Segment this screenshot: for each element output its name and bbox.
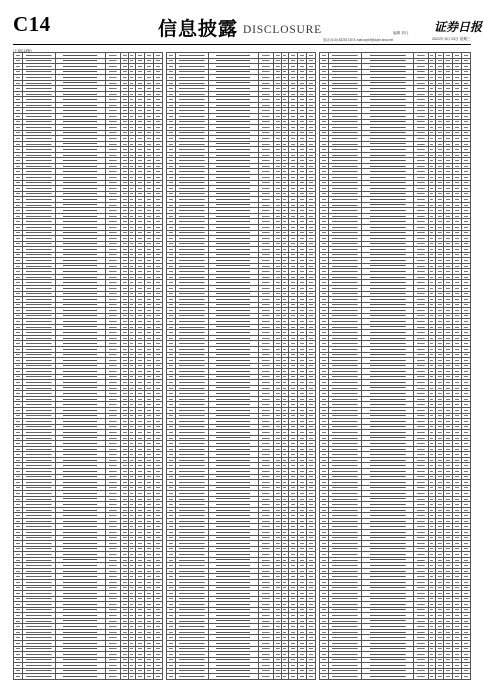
table-cell xyxy=(362,674,413,680)
table-cell xyxy=(121,674,128,680)
table-cell xyxy=(128,674,135,680)
page-number: C14 xyxy=(13,12,51,36)
table-cell xyxy=(14,674,23,680)
disclosure-content xyxy=(13,48,471,688)
table-cell xyxy=(22,674,55,680)
section-title-en: DISCLOSURE xyxy=(243,24,322,36)
section-title: 信息披露 xyxy=(158,18,239,40)
editor-line: 编辑 刘凡 xyxy=(393,31,409,35)
table-cell xyxy=(436,674,444,680)
listing-table xyxy=(166,52,316,680)
table-cell xyxy=(461,674,470,680)
table-cell xyxy=(259,674,274,680)
table-cell xyxy=(443,674,452,680)
table-cell xyxy=(175,674,208,680)
table-cell xyxy=(452,674,461,680)
newspaper-logo: 证券日报 xyxy=(434,20,483,34)
table-cell xyxy=(307,674,316,680)
continued-label: (上接C13版) xyxy=(13,49,32,53)
table-cell xyxy=(145,674,154,680)
listing-column-3 xyxy=(319,52,471,680)
table-row xyxy=(14,674,163,680)
table-cell xyxy=(154,674,163,680)
table-cell xyxy=(413,674,428,680)
table-cell xyxy=(329,674,362,680)
listing-column-1 xyxy=(13,52,163,680)
table-cell xyxy=(428,674,436,680)
table-cell xyxy=(298,674,307,680)
table-cell xyxy=(55,674,106,680)
table-cell xyxy=(274,674,281,680)
table-cell xyxy=(320,674,329,680)
table-cell xyxy=(167,674,176,680)
contact-line: 电话 (010) 83251730 E-mail:zqrb9@zqrb.sina.net xyxy=(323,38,394,42)
table-cell xyxy=(208,674,259,680)
table-cell xyxy=(136,674,145,680)
table-row xyxy=(167,674,316,680)
masthead xyxy=(0,0,484,46)
table-cell xyxy=(106,674,121,680)
listing-column-2 xyxy=(166,52,316,680)
table-row xyxy=(320,674,471,680)
table-cell xyxy=(289,674,298,680)
listing-table xyxy=(13,52,163,680)
issue-date: 2021年 6月 23日 星期三 xyxy=(432,37,471,41)
listing-table xyxy=(319,52,471,680)
table-cell xyxy=(281,674,288,680)
masthead-rule xyxy=(13,44,471,45)
